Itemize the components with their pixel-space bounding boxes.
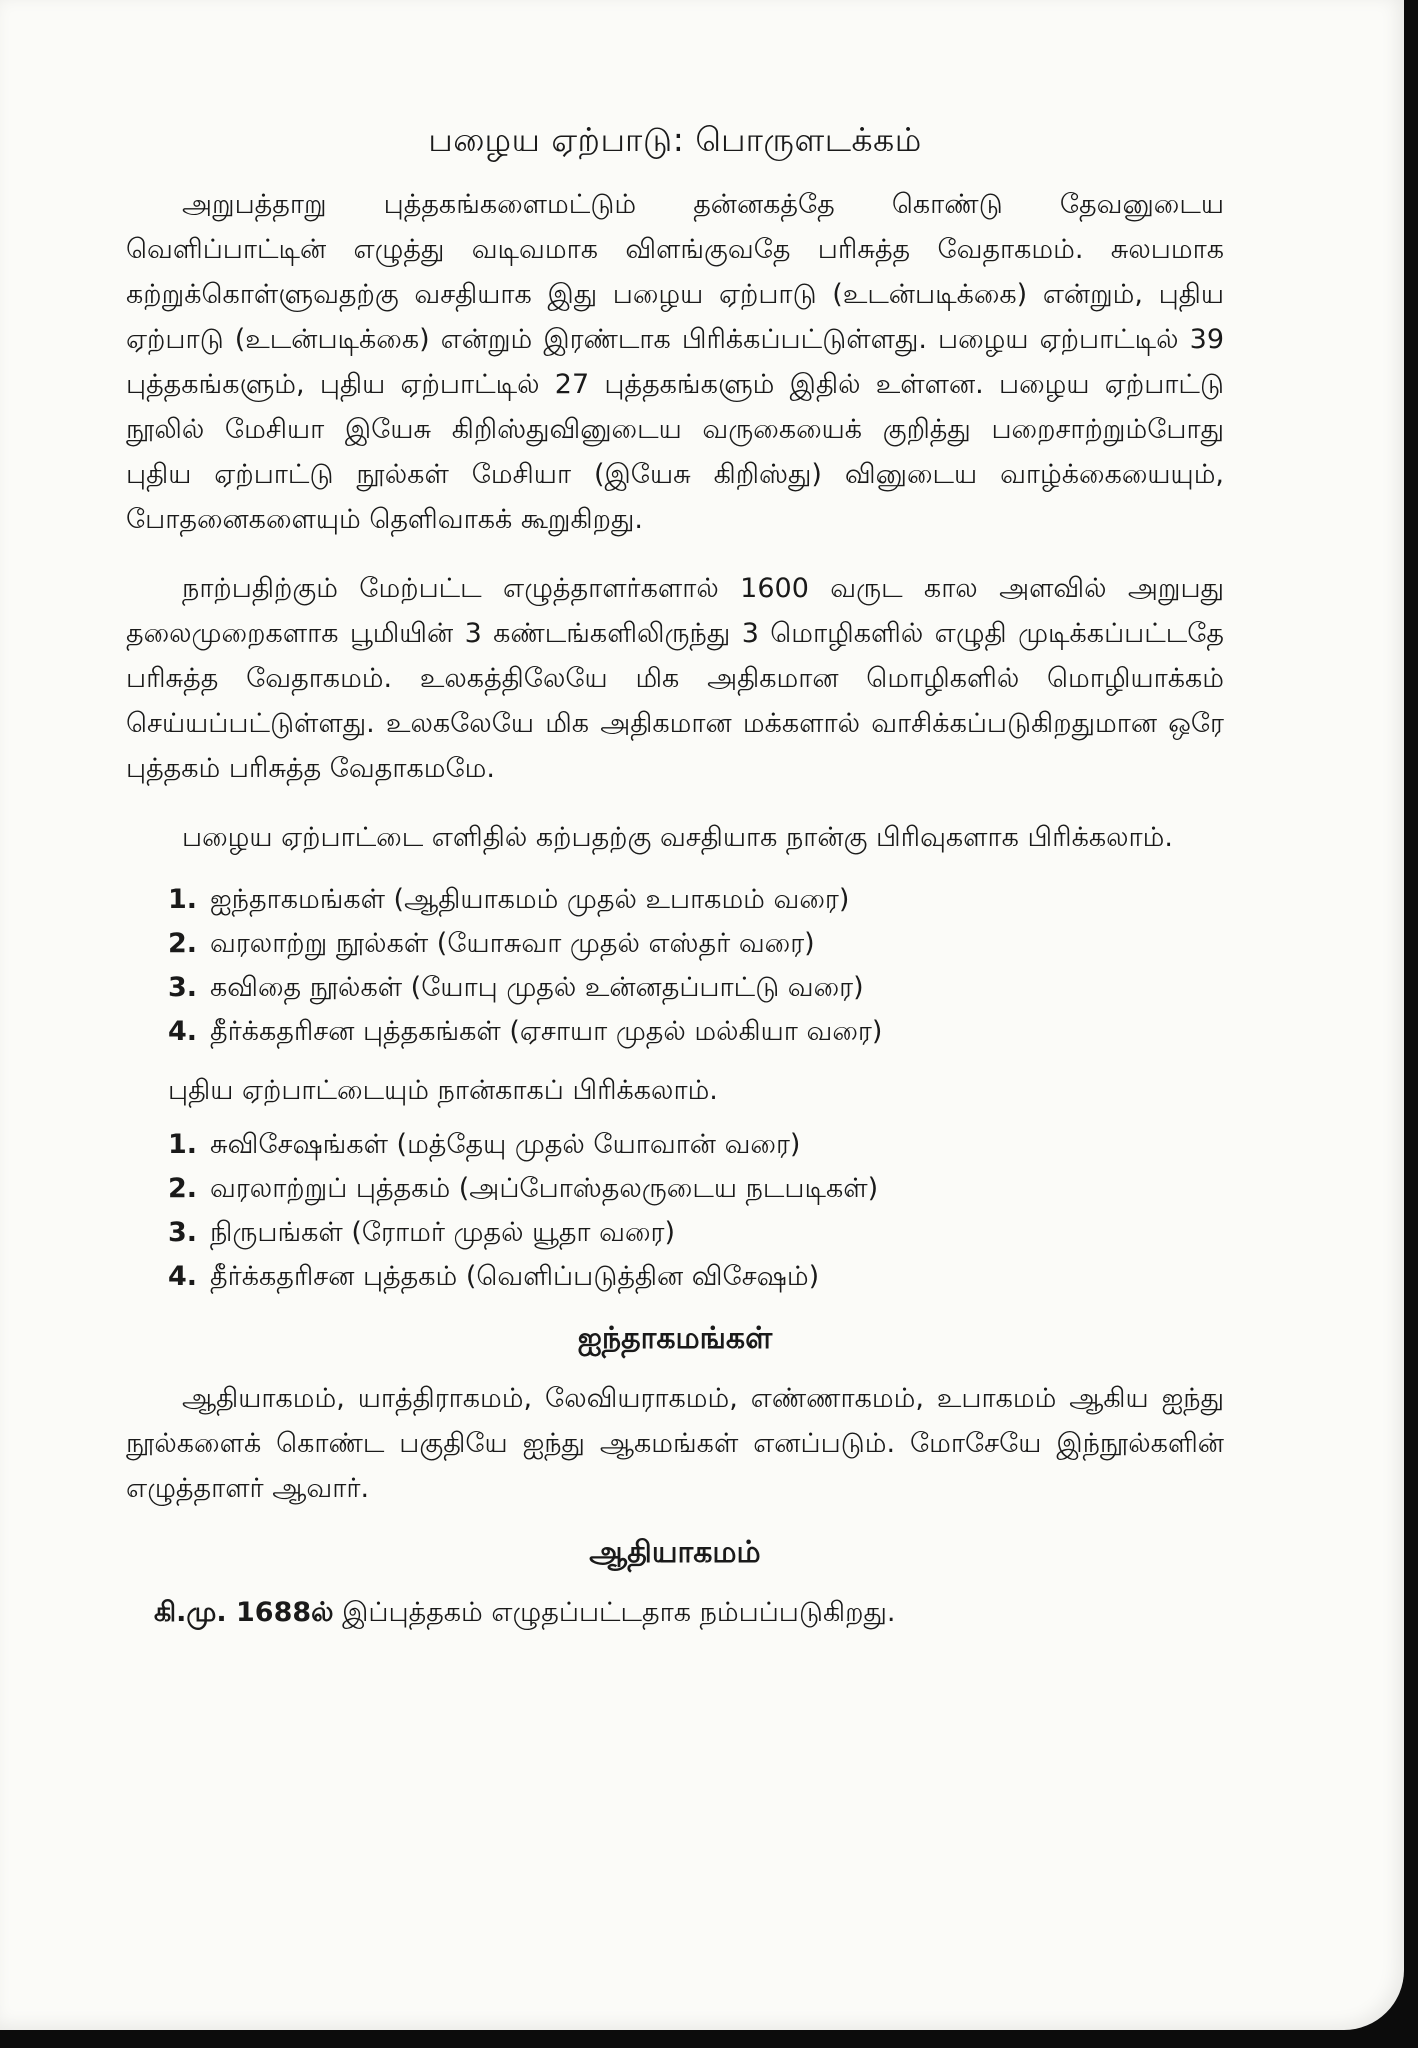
list-item: 3. கவிதை நூல்கள் (யோபு முதல் உன்னதப்பாட்டு வரை) — [168, 972, 864, 1003]
paragraph-authors: நாற்பதிற்கும் மேற்பட்ட எழுத்தாளர்களால் 1600 வருட கால அளவில் அறுபது தலைமுறைகளாக பூமியின் 3 கண்டங்களிலிருந்து 3 மொழிகளில் எழுதி முடிக்கப்பட்டதே பரிசுத்த வேதாகமம். உலகத்திலேயே மிக அதிகமான மொழிகளில் மொழியாக்கம் செய்யப்பட்டுள்ளது. உலகலேயே மிக அதிகமான மக்களால் வாசிக்கப்படுகிறதுமான ஒரே புத்தகம் பரிசுத்த வேதாகமமே. — [126, 573, 1224, 784]
list-item: 3. நிருபங்கள் (ரோமர் முதல் யூதா வரை) — [168, 1217, 675, 1248]
new-testament-list — [168, 1123, 1224, 1299]
old-testament-list — [168, 878, 1224, 1054]
list-item: 1. சுவிசேஷங்கள் (மத்தேயு முதல் யோவான் வரை) — [168, 1129, 801, 1160]
list-item: 1. ஐந்தாகமங்கள் (ஆதியாகமம் முதல் உபாகமம் வரை) — [168, 884, 850, 915]
paragraph-genesis: கி.மு. 1688ல் இப்புத்தகம் எழுதப்பட்டதாக நம்பப்படுகிறது. — [154, 1597, 896, 1628]
page-content — [126, 120, 1224, 1635]
paragraph-pentateuch: ஆதியாகமம், யாத்திராகமம், லேவியராகமம், எண்ணாகமம், உபாகமம் ஆகிய ஐந்து நூல்களைக் கொண்ட பகுதியே ஐந்து ஆகமங்கள் எனப்படும். மோசேயே இந்நூல்களின் எழுத்தாளர் ஆவார். — [126, 1383, 1224, 1504]
new-testament-intro: புதிய ஏற்பாட்டையும் நான்காகப் பிரிக்கலாம். — [168, 1075, 718, 1106]
section-heading-pentateuch: ஐந்தாகமங்கள் — [577, 1321, 773, 1356]
paragraph-intro: அறுபத்தாறு புத்தகங்களைமட்டும் தன்னகத்தே கொண்டு தேவனுடைய வெளிப்பாட்டின் எழுத்து வடிவமாக விளங்குவதே பரிசுத்த வேதாகமம். சுலபமாக கற்றுக்கொள்ளுவதற்கு வசதியாக இது பழைய ஏற்பாடு (உடன்படிக்கை) என்றும், புதிய ஏற்பாடு (உடன்படிக்கை) என்றும் இரண்டாக பிரிக்கப்பட்டுள்ளது. பழைய ஏற்பாட்டில் 39 புத்தகங்களும், புதிய ஏற்பாட்டில் 27 புத்தகங்களும் இதில் உள்ளன. பழைய ஏற்பாட்டு நூலில் மேசியா இயேசு கிறிஸ்துவினுடைய வருகையைக் குறித்து பறைசாற்றும்போது புதிய ஏற்பாட்டு நூல்கள் மேசியா (இயேசு கிறிஸ்து) வினுடைய வாழ்க்கையையும், போதனைகளையும் தெளிவாகக் கூறுகிறது. — [126, 189, 1224, 535]
date-text: கி.மு. 1688ல் — [154, 1597, 334, 1628]
list-item: 2. வரலாற்று நூல்கள் (யோசுவா முதல் எஸ்தர் வரை) — [168, 928, 815, 959]
section-heading-genesis: ஆதியாகமம் — [589, 1535, 761, 1570]
page-title: பழைய ஏற்பாடு: பொருளடக்கம் — [428, 120, 922, 159]
list-item: 2. வரலாற்றுப் புத்தகம் (அப்போஸ்தலருடைய நடபடிகள்) — [168, 1173, 879, 1204]
list-item: 4. தீர்க்கதரிசன புத்தகம் (வெளிப்படுத்தின விசேஷம்) — [168, 1261, 820, 1292]
list-item: 4. தீர்க்கதரிசன புத்தகங்கள் (ஏசாயா முதல் மல்கியா வரை) — [168, 1016, 883, 1047]
paragraph-old-testament-divisions: பழைய ஏற்பாட்டை எளிதில் கற்பதற்கு வசதியாக நான்கு பிரிவுகளாக பிரிக்கலாம். — [182, 822, 1173, 853]
